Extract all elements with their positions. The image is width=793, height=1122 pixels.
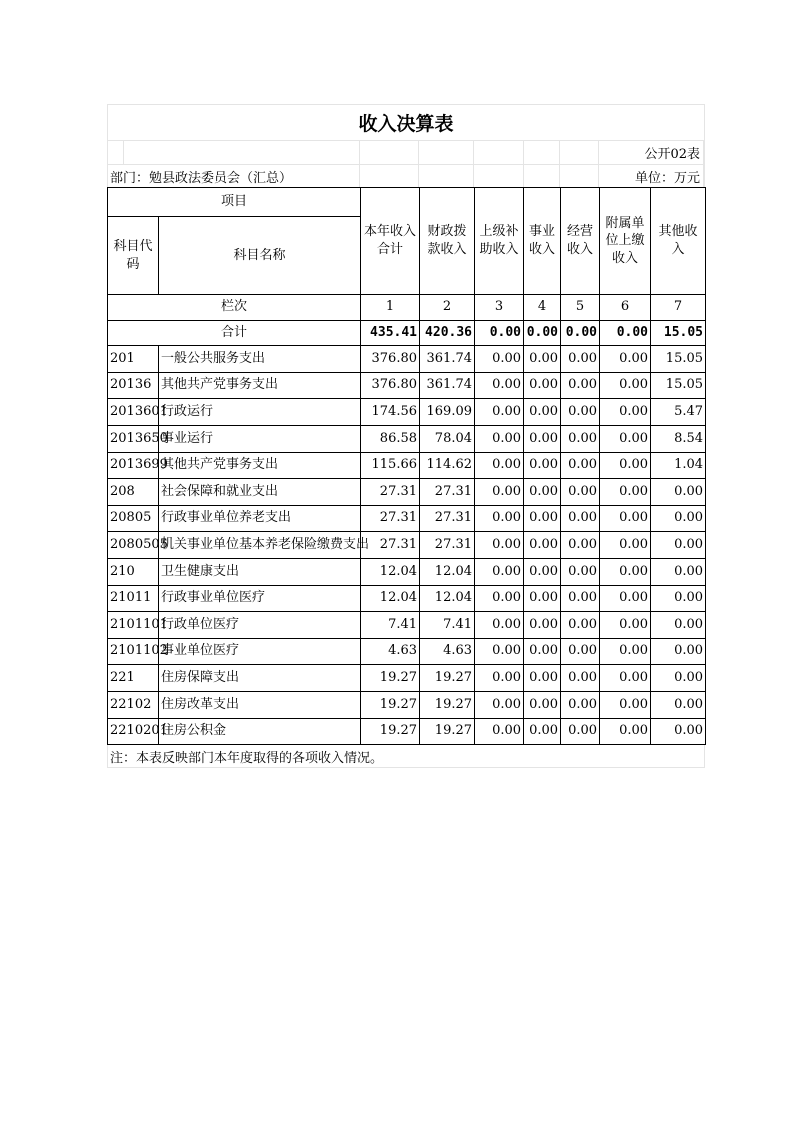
subject-name: 事业运行	[159, 425, 361, 452]
total-row	[108, 320, 706, 346]
subject-name: 行政事业单位医疗	[159, 585, 361, 612]
amount-cell: 0.00	[475, 505, 524, 532]
total-label: 合计	[108, 320, 361, 346]
amount-cell: 0.00	[561, 425, 600, 452]
department-label: 部门：勉县政法委员会（汇总）	[110, 165, 296, 187]
header-business-income: 事业收入	[524, 188, 561, 295]
amount-cell: 19.27	[420, 718, 475, 745]
total-value: 0.00	[600, 320, 651, 346]
amount-cell: 0.00	[524, 505, 561, 532]
amount-cell: 0.00	[561, 558, 600, 585]
amount-cell: 27.31	[361, 479, 420, 506]
amount-cell: 0.00	[475, 691, 524, 718]
amount-cell: 114.62	[420, 452, 475, 479]
table-row	[108, 452, 706, 479]
amount-cell: 0.00	[651, 718, 706, 745]
amount-cell: 0.00	[561, 638, 600, 665]
amount-cell: 19.27	[420, 665, 475, 692]
table-row	[108, 532, 706, 559]
column-index-label: 栏次	[108, 295, 361, 321]
subject-code: 22102	[108, 691, 159, 718]
amount-cell: 0.00	[561, 585, 600, 612]
amount-cell: 0.00	[561, 505, 600, 532]
amount-cell: 27.31	[361, 505, 420, 532]
form-code: 公开02表	[644, 141, 700, 164]
total-value: 420.36	[420, 320, 475, 346]
amount-cell: 12.04	[361, 558, 420, 585]
amount-cell: 376.80	[361, 346, 420, 373]
footnote: 注：本表反映部门本年度取得的各项收入情况。	[110, 750, 384, 766]
header-superior-subsidy: 上级补助收入	[475, 188, 524, 295]
table-row	[108, 399, 706, 426]
subject-code: 2013650	[108, 425, 159, 452]
subject-name: 住房改革支出	[159, 691, 361, 718]
amount-cell: 0.00	[651, 638, 706, 665]
amount-cell: 19.27	[420, 691, 475, 718]
amount-cell: 0.00	[600, 399, 651, 426]
amount-cell: 0.00	[524, 372, 561, 399]
amount-cell: 0.00	[561, 372, 600, 399]
header-total-income: 本年收入合计	[361, 188, 420, 295]
subject-code: 2210201	[108, 718, 159, 745]
amount-cell: 0.00	[600, 691, 651, 718]
amount-cell: 0.00	[651, 479, 706, 506]
amount-cell: 0.00	[524, 612, 561, 639]
table-row	[108, 612, 706, 639]
amount-cell: 78.04	[420, 425, 475, 452]
amount-cell: 0.00	[524, 665, 561, 692]
note-row	[107, 745, 705, 768]
amount-cell: 0.00	[524, 718, 561, 745]
amount-cell: 0.00	[561, 399, 600, 426]
amount-cell: 27.31	[361, 532, 420, 559]
amount-cell: 0.00	[600, 585, 651, 612]
amount-cell: 0.00	[524, 452, 561, 479]
header-fiscal-allocation: 财政拨款收入	[420, 188, 475, 295]
amount-cell: 7.41	[361, 612, 420, 639]
amount-cell: 5.47	[651, 399, 706, 426]
table-row	[108, 585, 706, 612]
amount-cell: 0.00	[561, 691, 600, 718]
subject-code: 20805	[108, 505, 159, 532]
amount-cell: 0.00	[600, 346, 651, 373]
amount-cell: 174.56	[361, 399, 420, 426]
amount-cell: 0.00	[524, 558, 561, 585]
amount-cell: 1.04	[651, 452, 706, 479]
amount-cell: 0.00	[561, 479, 600, 506]
table-row	[108, 718, 706, 745]
amount-cell: 12.04	[420, 558, 475, 585]
amount-cell: 0.00	[651, 505, 706, 532]
amount-cell: 12.04	[361, 585, 420, 612]
amount-cell: 8.54	[651, 425, 706, 452]
form-code-row	[107, 140, 705, 164]
amount-cell: 0.00	[524, 346, 561, 373]
total-value: 0.00	[524, 320, 561, 346]
page-title: 收入决算表	[108, 105, 704, 140]
subject-code: 21011	[108, 585, 159, 612]
subject-code: 2101101	[108, 612, 159, 639]
amount-cell: 0.00	[475, 399, 524, 426]
amount-cell: 0.00	[524, 479, 561, 506]
subject-code: 2013699	[108, 452, 159, 479]
amount-cell: 0.00	[651, 691, 706, 718]
amount-cell: 7.41	[420, 612, 475, 639]
amount-cell: 0.00	[600, 558, 651, 585]
subject-name: 住房保障支出	[159, 665, 361, 692]
amount-cell: 19.27	[361, 718, 420, 745]
amount-cell: 0.00	[600, 638, 651, 665]
header-item-group: 项目	[108, 188, 361, 217]
subject-name: 社会保障和就业支出	[159, 479, 361, 506]
amount-cell: 0.00	[524, 638, 561, 665]
amount-cell: 0.00	[475, 346, 524, 373]
subject-name: 事业单位医疗	[159, 638, 361, 665]
subject-name: 其他共产党事务支出	[159, 452, 361, 479]
amount-cell: 0.00	[651, 612, 706, 639]
amount-cell: 0.00	[651, 585, 706, 612]
amount-cell: 0.00	[600, 718, 651, 745]
amount-cell: 0.00	[561, 452, 600, 479]
column-index-number: 4	[524, 295, 561, 321]
header-affiliated-income: 附属单位上缴收入	[600, 188, 651, 295]
amount-cell: 86.58	[361, 425, 420, 452]
amount-cell: 0.00	[475, 665, 524, 692]
amount-cell: 12.04	[420, 585, 475, 612]
amount-cell: 0.00	[475, 372, 524, 399]
amount-cell: 0.00	[600, 665, 651, 692]
amount-cell: 0.00	[651, 558, 706, 585]
amount-cell: 0.00	[475, 558, 524, 585]
subject-code: 2013601	[108, 399, 159, 426]
header-other-income: 其他收入	[651, 188, 706, 295]
amount-cell: 361.74	[420, 372, 475, 399]
amount-cell: 0.00	[475, 479, 524, 506]
amount-cell: 27.31	[420, 505, 475, 532]
subject-name: 卫生健康支出	[159, 558, 361, 585]
amount-cell: 0.00	[561, 346, 600, 373]
department-row	[107, 164, 705, 187]
amount-cell: 0.00	[524, 425, 561, 452]
amount-cell: 0.00	[651, 532, 706, 559]
amount-cell: 0.00	[475, 532, 524, 559]
amount-cell: 0.00	[524, 399, 561, 426]
title-row	[107, 104, 705, 140]
amount-cell: 0.00	[475, 452, 524, 479]
subject-code: 2101102	[108, 638, 159, 665]
subject-name: 其他共产党事务支出	[159, 372, 361, 399]
amount-cell: 0.00	[600, 532, 651, 559]
amount-cell: 361.74	[420, 346, 475, 373]
amount-cell: 0.00	[600, 612, 651, 639]
amount-cell: 0.00	[600, 479, 651, 506]
unit-label: 单位：万元	[635, 165, 700, 187]
column-index-number: 1	[361, 295, 420, 321]
amount-cell: 19.27	[361, 691, 420, 718]
subject-code: 2080505	[108, 532, 159, 559]
subject-name: 行政单位医疗	[159, 612, 361, 639]
amount-cell: 15.05	[651, 372, 706, 399]
column-index-number: 6	[600, 295, 651, 321]
amount-cell: 0.00	[561, 665, 600, 692]
subject-code: 221	[108, 665, 159, 692]
amount-cell: 0.00	[561, 612, 600, 639]
amount-cell: 0.00	[651, 665, 706, 692]
table-row	[108, 638, 706, 665]
total-value: 435.41	[361, 320, 420, 346]
subject-name: 机关事业单位基本养老保险缴费支出	[159, 532, 361, 559]
column-index-number: 2	[420, 295, 475, 321]
amount-cell: 0.00	[475, 425, 524, 452]
amount-cell: 0.00	[524, 585, 561, 612]
table-row	[108, 505, 706, 532]
subject-code: 20136	[108, 372, 159, 399]
column-index-number: 3	[475, 295, 524, 321]
amount-cell: 0.00	[561, 718, 600, 745]
table-row	[108, 691, 706, 718]
table-row	[108, 425, 706, 452]
subject-code: 201	[108, 346, 159, 373]
amount-cell: 15.05	[651, 346, 706, 373]
table-row	[108, 346, 706, 373]
table-row	[108, 479, 706, 506]
column-index-number: 5	[561, 295, 600, 321]
header-code: 科目代码	[108, 217, 159, 295]
total-value: 0.00	[475, 320, 524, 346]
amount-cell: 376.80	[361, 372, 420, 399]
amount-cell: 0.00	[475, 585, 524, 612]
total-value: 0.00	[561, 320, 600, 346]
amount-cell: 0.00	[561, 532, 600, 559]
amount-cell: 115.66	[361, 452, 420, 479]
subject-name: 行政运行	[159, 399, 361, 426]
amount-cell: 0.00	[600, 452, 651, 479]
amount-cell: 0.00	[475, 612, 524, 639]
income-table	[107, 187, 706, 745]
amount-cell: 169.09	[420, 399, 475, 426]
amount-cell: 0.00	[600, 372, 651, 399]
subject-code: 208	[108, 479, 159, 506]
table-row	[108, 558, 706, 585]
header-name: 科目名称	[159, 217, 361, 295]
total-value: 15.05	[651, 320, 706, 346]
amount-cell: 0.00	[475, 638, 524, 665]
subject-name: 行政事业单位养老支出	[159, 505, 361, 532]
amount-cell: 0.00	[524, 532, 561, 559]
subject-code: 210	[108, 558, 159, 585]
amount-cell: 19.27	[361, 665, 420, 692]
column-index-row	[108, 295, 706, 321]
subject-name: 一般公共服务支出	[159, 346, 361, 373]
amount-cell: 27.31	[420, 532, 475, 559]
amount-cell: 0.00	[524, 691, 561, 718]
subject-name: 住房公积金	[159, 718, 361, 745]
amount-cell: 4.63	[361, 638, 420, 665]
table-row	[108, 372, 706, 399]
income-statement-sheet	[107, 104, 705, 768]
table-row	[108, 665, 706, 692]
amount-cell: 0.00	[600, 425, 651, 452]
amount-cell: 0.00	[600, 505, 651, 532]
header-operating-income: 经营收入	[561, 188, 600, 295]
column-index-number: 7	[651, 295, 706, 321]
amount-cell: 0.00	[475, 718, 524, 745]
amount-cell: 27.31	[420, 479, 475, 506]
amount-cell: 4.63	[420, 638, 475, 665]
